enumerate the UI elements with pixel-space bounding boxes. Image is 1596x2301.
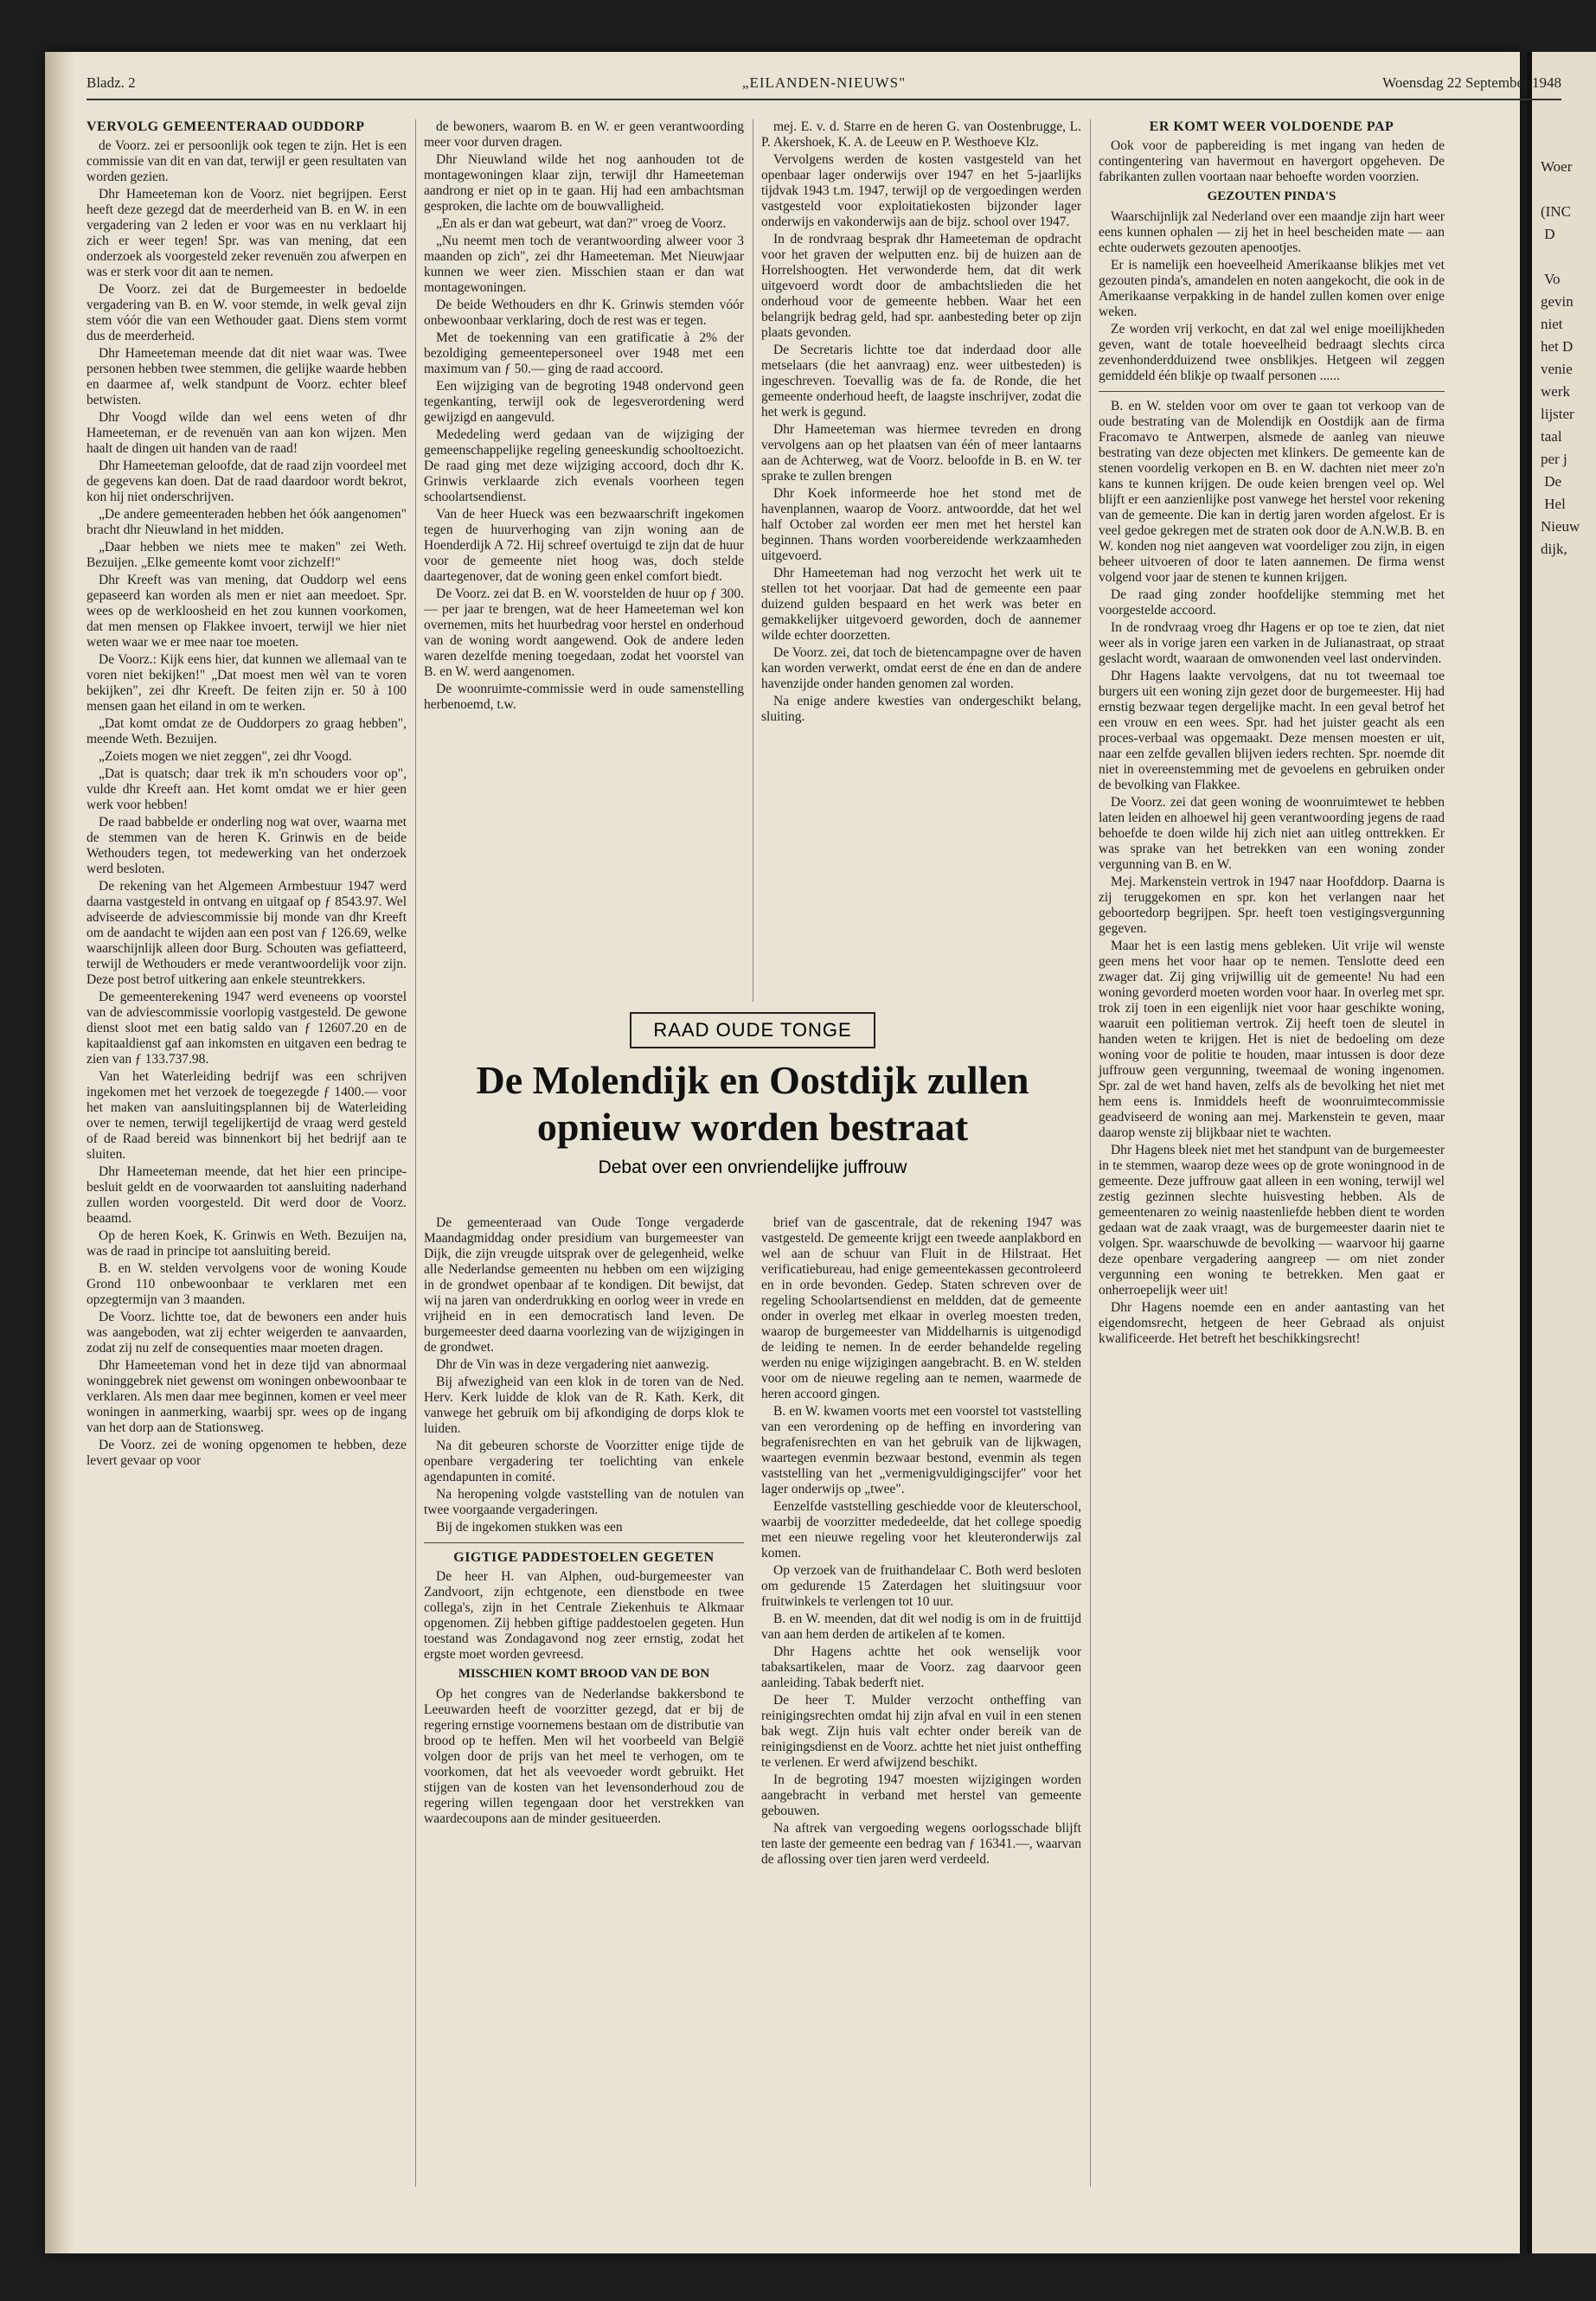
- paragraph: In de begroting 1947 moesten wijzigingen worden aangebracht in verband met herstel van gemeente gebouwen.: [761, 1772, 1081, 1818]
- section-label-box: RAAD OUDE TONGE: [630, 1012, 875, 1048]
- paragraph: De Voorz. zei dat geen woning de woonruimtewet te hebben laten leiden en alhoewel hij geen verantwoording jegens de raad behoefde te doen wilde hij zich niet aan uitleg onttrekken. Er was sprake van het betrekken van een woning zonder vergunning van B. en W.: [1099, 795, 1445, 872]
- paragraph: de Voorz. zei er persoonlijk ook tegen te zijn. Het is een commissie van dit en van dat, terwijl er geen resultaten van worden gezien.: [87, 138, 407, 184]
- column-divider: [1090, 119, 1091, 2187]
- paragraph: De Voorz. lichtte toe, dat de bewoners een ander huis was aangeboden, wat zij echter weigerden te aanvaarden, zodat zij nu zelf de consequenties maar moeten dragen.: [87, 1310, 407, 1356]
- paragraph: „Zoiets mogen we niet zeggen", zei dhr Voogd.: [99, 749, 352, 764]
- article-column-2: [424, 119, 744, 715]
- paragraph: Na aftrek van vergoeding wegens oorlogsschade blijft ten laste der gemeente een bedrag van ƒ 16341.—, waarvan de aflossing over tien jaren werd verdeeld.: [761, 1821, 1081, 1867]
- paragraph: de bewoners, waarom B. en W. er geen verantwoording meer voor durven dragen.: [424, 119, 744, 150]
- paragraph: De heer H. van Alphen, oud-burgemeester van Zandvoort, zijn echtgenote, een dienstbode en twee collega's, zijn in het Centrale Ziekenhuis te Alkmaar opgenomen. Zij hebben giftige paddestoelen gegeten. Hun toestand was Zondagavond nog zeer ernstig, zodat het ergste moet worden gevreesd.: [424, 1569, 744, 1662]
- paragraph: De Voorz. zei dat B. en W. voorstelden de huur op ƒ 300.— per jaar te brengen, wat de heer Hameeteman wel kon overnemen, mits het huurbedrag voor herstel en onderhoud van de woning wordt aangewend. Ook de andere leden waren dezelfde mening toegedaan, zodat het voorstel van B. en W. werd aangenomen.: [424, 586, 744, 679]
- article-column-1: [87, 119, 407, 1471]
- paragraph: mej. E. v. d. Starre en de heren G. van Oostenbrugge, L. P. Akershoek, K. A. de Leeuw en P. Westhoeve Klz.: [761, 119, 1081, 150]
- paddestoelen-heading: GIGTIGE PADDESTOELEN GEGETEN: [453, 1550, 715, 1565]
- paragraph: Dhr de Vin was in deze vergadering niet aanwezig.: [436, 1357, 709, 1372]
- adjacent-page-text: Woer (INC D Vo gevin niet het D venie werk lijster taal per j De Hel Nieuw dijk,: [1541, 158, 1580, 557]
- column-3-body: [761, 119, 1081, 725]
- paragraph: De Voorz. zei de woning opgenomen te hebben, deze levert gevaar op voor: [87, 1438, 407, 1468]
- pap-body: [1099, 138, 1445, 185]
- paragraph: Dhr Kreeft was van mening, dat Ouddorp wel eens gepaseerd kan worden als men er niet aan meedoet. Spr. wees op de werkloosheid en het zou kunnen voorkomen, dat men mensen op Flakkee invoert, terwijl we hier niet weten waar we er mee naar toe moeten.: [87, 573, 407, 650]
- paragraph: De beide Wethouders en dhr K. Grinwis stemden vóór onbewoonbaar verklaring, doch de rest was er tegen.: [424, 298, 744, 328]
- paragraph: Maar het is een lastig mens gebleken. Uit vrije wil wenste geen mens het voor haar op te nemen. Tenslotte deed een zwager dat. Zij ging vrijwillig uit de gemeente! Nu had een woning gevorderd moeten worden voor haar. In overleg met spr. trok zij toen in een eigenlijk niet voor haar geschikte woning, waaruit een politieman vertrok. Zij heeft toen de sleutel in handen weten te krijgen. Het is niet de bedoeling om deze woning voor de politie te houden, maar intussen is door deze juffrouw geen vergunning, tweemaal de woning ingenomen. Spr. zal de wet hand haven, zelfs als de bevolking het niet met hem eens is. Inmiddels heeft de woonruimtecommissie geadviseerd de woning aan mej. Markenstein te geven, maar daarop wenste zij blijkbaar niet te wachten.: [1099, 939, 1445, 1140]
- paragraph: De woonruimte-commissie werd in oude samenstelling herbenoemd, t.w.: [424, 682, 744, 712]
- paragraph: Na dit gebeuren schorste de Voorzitter enige tijde de openbare vergadering ter toelichting van enkele agendapunten in comité.: [424, 1439, 744, 1484]
- column-1-body: [87, 138, 407, 1469]
- paragraph: Waarschijnlijk zal Nederland over een maandje zijn hart weer eens kunnen ophalen — zij het in heel bescheiden mate — aan echte ouderwets gezouten apenootjes.: [1099, 209, 1445, 255]
- section-rule: [1099, 391, 1445, 392]
- newspaper-title: „EILANDEN-NIEUWS": [741, 74, 907, 91]
- paragraph: Mej. Markenstein vertrok in 1947 naar Hoofddorp. Daarna is zij teruggekomen en spr. kon het verlangen naar het geboortedorp begrijpen. Spr. heeft toen vestigingsvergunning gegeven.: [1099, 875, 1445, 936]
- paragraph: Dhr Hagens bleek niet met het standpunt van de burgemeester in te stemmen, waarop deze wees op de grote woningnood in de gemeente. Deze juffrouw gaat alleen in een woning, terwijl wel zestig gezinnen slechte huisvesting hebben. Als de gemeentenaren zo weinig naastenliefde hebben dient te worden gedaan wat de zaak vraagt, was de burgemeester daarin niet te volgen. Spr. waarschuwde de bevolking — waarvoor hij gaarne deze openbare vergadering aangreep — om niet zonder vergunning een woning te betrekken. Men gaat er onherroepelijk weer uit!: [1099, 1143, 1445, 1298]
- brood-body: [424, 1687, 744, 1827]
- paragraph: „En als er dan wat gebeurt, wat dan?" vroeg de Voorz.: [436, 216, 727, 231]
- paragraph: „Dat komt omdat ze de Ouddorpers zo graag hebben", meende Weth. Bezuijen.: [87, 716, 407, 747]
- headline-line-1: De Molendijk en Oostdijk zullen: [476, 1058, 1029, 1102]
- paragraph: Dhr Hameeteman meende, dat het hier een principe-besluit geldt en de voorwaarden tot aansluiting naderhand zullen worden voorgesteld. Dit werd door de Voorz. beaamd.: [87, 1164, 407, 1226]
- article-column-3: [761, 119, 1081, 727]
- paragraph: De Voorz. zei dat de Burgemeester in bedoelde vergadering van B. en W. voor stemde, in welk geval zijn stem vóór die van een Wethouder gaat. Diens stem vormt dus de meerderheid.: [87, 282, 407, 343]
- article-column-4: [1099, 119, 1445, 1349]
- pinda-body: [1099, 209, 1445, 384]
- paragraph: De Voorz.: Kijk eens hier, dat kunnen we allemaal van te voren niet bekijken!" „Dat moest men wèl van te voren bekijken", zei dhr Kreeft. De feiten zijn er. 50 à 100 mensen gaan het eiland in om te werken.: [87, 652, 407, 714]
- paragraph: De gemeenterekening 1947 werd eveneens op voorstel van de adviescommissie voorlopig vastgesteld. De gewone dienst sloot met een batig saldo van ƒ 12607.20 en de kapitaaldienst gaf aan inkomsten en uitgaven een bedrag te zien van ƒ 133.737.98.: [87, 990, 407, 1067]
- paragraph: Dhr Hagens laakte vervolgens, dat nu tot tweemaal toe burgers uit een woning zijn gezet door de burgemeester. Hij had ernstig bezwaar tegen dergelijke macht. In een geval betrof het een vrouw en een wees. Spr. had het juister geacht als een proces-verbaal was opgemaakt. Deze mensen moesten er uit, naar een zelfde gevallen blijven ieders rechten. Spr. noemde dit niet in overeenstemming met de gevoelens en gebruiken onder de bevolking van Flakkee.: [1099, 669, 1445, 792]
- paragraph: „Dat is quatsch; daar trek ik m'n schouders voor op", vulde dhr Kreeft aan. Het komt omdat we er hier geen werk voor hebben!: [87, 766, 407, 812]
- paragraph: Dhr Hameeteman had nog verzocht het werk uit te stellen tot het voorjaar. Dat had de gemeente een paar duizend gulden bespaard en het werk was beter en gemakkelijker uitgevoerd geworden, doch de aannemer wilde echter doorzetten.: [761, 566, 1081, 643]
- paragraph: Ze worden vrij verkocht, en dat zal wel enige moeilijkheden geven, want de totale hoeveelheid bedraagt slechts circa zevenhonderdduizend twee onsblikjes. Hetgeen wil zeggen gemiddeld één blikje op twaalf personen ......: [1099, 322, 1445, 383]
- page-number: Bladz. 2: [87, 74, 136, 91]
- paragraph: In de rondvraag vroeg dhr Hagens er op toe te zien, dat niet weer als in vorige jaren een varken in de Julianastraat, op straat geslacht wordt, waaraan de omwonenden veel last ondervinden.: [1099, 620, 1445, 666]
- paragraph: Dhr Voogd wilde dan wel eens weten of dhr Hameeteman, er de revenuën van aan kon wijzen. Men haalt de dingen uit handen van de raad!: [87, 410, 407, 456]
- paragraph: De Voorz. zei, dat toch de bietencampagne over de haven kan worden verwerkt, omdat eerst de éne en dan de andere havenzijde onder handen genomen zal worden.: [761, 645, 1081, 691]
- paragraph: B. en W. kwamen voorts met een voorstel tot vaststelling van een verordening op de heffing en invordering van begrafenisrechten en van het gebruik van de lijkwagen, waartegen evenmin bezwaar bestond, evenmin als tegen vaststelling van het „vermenigvuldigingscijfer" voor het lager onderwijs op „twee".: [761, 1404, 1081, 1497]
- headline-subtitle: Debat over een onvriendelijke juffrouw: [598, 1157, 907, 1177]
- paragraph: Met de toekenning van een gratificatie à 2% der bezoldiging gemeentepersoneel over 1948 met een maximum van ƒ 50.— ging de raad accoord.: [424, 330, 744, 376]
- paragraph: Dhr Hameeteman vond het in deze tijd van abnormaal woninggebrek niet gewenst om woningen onbewoonbaar te verklaren. Als men daar mee beginnen, komen er veel meer woningen in aanmerking, waarbij spr. wees op de ingang van het dorp aan de Stationsweg.: [87, 1358, 407, 1435]
- paragraph: Na heropening volgde vaststelling van de notulen van twee voorgaande vergaderingen.: [424, 1487, 744, 1517]
- paragraph: Bij de ingekomen stukken was een: [436, 1520, 623, 1535]
- paragraph: Een wijziging van de begroting 1948 ondervond geen tegenkanting, terwijl ook de legesverordening werd gewijzigd en aangevuld.: [424, 379, 744, 425]
- issue-date: Woensdag 22 September 1948: [1382, 74, 1561, 91]
- feature-left-paras: [424, 1215, 744, 1535]
- paragraph: De gemeenteraad van Oude Tonge vergaderde Maandagmiddag onder presidium van burgemeester van Dijk, die zijn vreugde uitsprak over de gelegenheid, welke alle Nederlandse gemeenten nu hebben om een wijziging in de grondwet openbaar af te kondigen. Dit bewijst, dat wij na jaren van onderdrukking en oorlog weer in vrede en vrijheid en in een democratisch land leven. De burgemeester deed daarna voorlezing van de wijzigingen in de grondwet.: [424, 1215, 744, 1355]
- page-header: [87, 74, 1561, 97]
- paragraph: De Secretaris lichtte toe dat inderdaad door alle metselaars (die het aanvraag) enz. weer uitbesteden) is ingeschreven. Toevallig was de fa. de Ronde, die het gemeente onderhoud heeft, de laagste inschrijver, zodat die het werk is gegund.: [761, 343, 1081, 420]
- paragraph: Dhr Hameeteman kon de Voorz. niet begrijpen. Eerst heeft deze gezegd dat de meerderheid van B. en W. in een vergadering van 2 leden er voor was en nu verklaart hij zich er weer tegen! Spr. was van mening, dat een onderzoek als voorgesteld zeker revenuën zou afwerpen en was er sterk voor dit aan te nemen.: [87, 187, 407, 279]
- paragraph: Van de heer Hueck was een bezwaarschrift ingekomen tegen de huurverhoging van zijn woning aan de Hoenderdijk A 72. Hij schreef overtuigd te zijn dat de huur voor de gemeente niet hoog was, doch stelde daartegenover, dat de woning geen enkel comfort biedt.: [424, 507, 744, 584]
- section-rule: [424, 1542, 744, 1543]
- paragraph: B. en W. meenden, dat dit wel nodig is om in de fruittijd van aan hem derden de artikelen af te komen.: [761, 1612, 1081, 1642]
- paragraph: B. en W. stelden voor om over te gaan tot verkoop van de oude bestrating van de Molendijk en Oostdijk aan de firma Fracomavo te Antwerpen, alsmede de aanleg van nieuwe bestrating van deze objecten met klinkers. De gemeente kan de stenen voordelig verkopen en B. en W. dachten niet meer zo'n kans te kunnen krijgen. De oude keien brengen veel op. Wel blijft er een aanzienlijke post vanwege het herstel voor rekening van de gemeente. Die kan in dertig jaren worden afgelost. Er is veel gedoe gekregen met de straten ook door de A.N.W.B. B. en W. konden nog niet aangeven wat voordeliger zou zijn, in eigen beheer uitvoeren of door te laten aannemen. De firma wenst volgend voor jaar de stenen te kunnen krijgen.: [1099, 399, 1445, 585]
- column-2-body: [424, 119, 744, 713]
- paragraph: Dhr Hagens noemde een en ander aantasting van het eigendomsrecht, hetgeen de heer Gebraad als onjuist kwalificeerde. Het betreft het beschikkingsrecht!: [1099, 1300, 1445, 1346]
- feature-right-lower-paras: [761, 1563, 1081, 1868]
- brood-heading: MISSCHIEN KOMT BROOD VAN DE BON: [458, 1667, 710, 1681]
- feature-body-right: [761, 1215, 1081, 1869]
- paragraph: Vervolgens werden de kosten vastgesteld van het openbaar lager onderwijs over 1947 en het 5-jaarlijks tijdvak 1943 t.m. 1947, terwijl op de vergoedingen werden vastgesteld voor exploitatiekosten bijzonder lager onderwijs en vakonderwijs aan de bijz. school over 1947.: [761, 152, 1081, 229]
- paragraph: Er is namelijk een hoeveelheid Amerikaanse blikjes met vet gezouten pinda's, amandelen en noten aangekocht, die ook in de Amerikaanse verpakking in de handel zullen komen over enige weken.: [1099, 258, 1445, 319]
- paragraph: In de rondvraag besprak dhr Hameeteman de opdracht voor het graven der welputten enz. bij de huizen aan de Horrelshoogten. Het verwonderde hem, dat dit werk uitgevoerd wordt door de ambachtslieden die het onderhoud voor de gemeente hebben. Waar het een belangrijk bedrag geld, had spr. aanbesteding beter op zijn plaats gevonden.: [761, 232, 1081, 340]
- paragraph: Van het Waterleiding bedrijf was een schrijven ingekomen met het verzoek de toegezegde ƒ 1400.— voor het maken van aansluitingsplannen bij de Waterleiding over te nemen, terwijl tegelijkertijd de vraag werd gesteld of de Raad bereid was binnenkort bij het bedrijf aan te sluiten.: [87, 1069, 407, 1162]
- paragraph: Op het congres van de Nederlandse bakkersbond te Leeuwarden heeft de voorzitter gezegd, dat er bij de regering ernstige voornemens bestaan om de distributie van brood op te heffen. Men wil het voorbeeld van België volgen door de prijs van het meel te verhogen, om te voorkomen, dat het als veevoeder wordt gebruikt. Het stijgen van de kosten van het levensonderhoud zou de regering willen tegengaan door het verstrekken van waardecoupons aan de minder gesitueerden.: [424, 1687, 744, 1826]
- paragraph: Ook voor de papbereiding is met ingang van heden de contingentering van havermout en havergort opgeheven. De fabrikanten zullen voortaan naar behoefte worden voorzien.: [1099, 138, 1445, 184]
- paragraph: „De andere gemeenteraden hebben het óók aangenomen" bracht dhr Nieuwland in het midden.: [87, 507, 407, 537]
- pinda-heading: GEZOUTEN PINDA'S: [1207, 189, 1336, 203]
- paragraph: Mededeling werd gedaan van de wijziging der gemeenschappelijke regeling geneeskundig schooltoezicht. De raad ging met deze wijziging accoord, doch dhr K. Grinwis verklaarde zich evenals voorheen tegen schoolartsendienst.: [424, 427, 744, 504]
- paragraph: De raad ging zonder hoofdelijke stemming met het voorgestelde accoord.: [1099, 587, 1445, 618]
- feature-article: [424, 1012, 1081, 1178]
- paragraph: Op de heren Koek, K. Grinwis en Weth. Bezuijen na, was de raad in principe tot aansluiting bereid.: [87, 1228, 407, 1259]
- paragraph: De heer T. Mulder verzocht ontheffing van reinigingsrechten omdat hij zijn afval en vuil in een stenen bak wegt. Zijn huis valt echter onder bereik van de reinigingsdienst en de Voorz. achtte het niet juist ontheffing te verlenen. Er werd afwijzend beschikt.: [761, 1693, 1081, 1770]
- paragraph: Dhr Nieuwland wilde het nog aanhouden tot de montagewoningen klaar zijn, terwijl dhr Hameeteman aandrong er niet op in te gaan. Hij had een ambachtsman gesproken, die lachte om de bouwvalligheid.: [424, 152, 744, 214]
- feature-body-left: [424, 1215, 744, 1829]
- paragraph: „Daar hebben we niets mee te maken" zei Weth. Bezuijen. „Elke gemeente komt voor zichzelf!": [87, 540, 407, 570]
- paragraph: De raad babbelde er onderling nog wat over, waarna met de stemmen van de heren K. Grinwis en de beide Wethouders tegen, tot medewerking van het onderzoek werd besloten.: [87, 815, 407, 876]
- oude-tonge-continued: [1099, 399, 1445, 1347]
- header-rule: [87, 99, 1561, 100]
- paragraph: Dhr Koek informeerde hoe het stond met de havenplannen, waarop de Voorz. antwoordde, dat het wel half October zal worden eer men met het herstel kan beginnen. Thans worden voorbereidende werkzaamheden uitgevoerd.: [761, 486, 1081, 563]
- paragraph: „Nu neemt men toch de verantwoording alweer voor 3 maanden op zich", zei dhr Hameeteman. Met Nieuwjaar kunnen we weer zien. Misschien staan er dan wat montagewoningen.: [424, 234, 744, 295]
- feature-right-paras: [761, 1215, 1081, 1561]
- paddestoelen-body: [424, 1569, 744, 1663]
- paragraph: Op verzoek van de fruithandelaar C. Both werd besloten om gedurende 15 Zaterdagen het sluitingsuur voor fruitwinkels te verlengen tot 10 uur.: [761, 1563, 1081, 1609]
- article-heading: VERVOLG GEMEENTERAAD OUDDORP: [87, 119, 365, 134]
- paragraph: Dhr Hagens achtte het ook wenselijk voor tabaksartikelen, maar de Voorz. zag daarvoor geen aanleiding. Tabak bederft niet.: [761, 1644, 1081, 1690]
- page-binding: [45, 52, 74, 2253]
- pap-heading: ER KOMT WEER VOLDOENDE PAP: [1149, 119, 1394, 134]
- paragraph: Dhr Hameeteman was hiermee tevreden en drong vervolgens aan op het plaatsen van één of meer lantaarns aan de Achterweg, wat de Voorz. beloofde in B. en W. ter sprake te zullen brengen: [761, 422, 1081, 484]
- adjacent-page-edge: [1527, 52, 1596, 2253]
- paragraph: B. en W. stelden vervolgens voor de woning Koude Grond 110 onbewoonbaar te verklaren met een opzegtermijn van 3 maanden.: [87, 1261, 407, 1307]
- paragraph: Bij afwezigheid van een klok in de toren van de Ned. Herv. Kerk luidde de klok van de R. Kath. Kerk, dit vanwege het gebruik om bij afkondiging de dorps klok te luiden.: [424, 1375, 744, 1436]
- headline-line-2: opnieuw worden bestraat: [536, 1105, 969, 1149]
- paragraph: Dhr Hameeteman geloofde, dat de raad zijn voordeel met de gegevens kan doen. Dat de raad daardoor wordt bekrot, kon hij niet onderschrijven.: [87, 458, 407, 504]
- paragraph: Na enige andere kwesties van ondergeschikt belang, sluiting.: [761, 694, 1081, 724]
- paragraph: De rekening van het Algemeen Armbestuur 1947 werd daarna vastgesteld in ontvang en uitgaaf op ƒ 8543.97. Wel adviseerde de adviescommissie bij monde van dhr Kreeft om de aandacht te wijden aan een post van ƒ 126.69, welke waarschijnlijk alleen door Burg. Schouten was gefiatteerd, terwijl de Wethouders er mede verantwoordelijk voor zijn. Deze post betrof uitkering aan enkele steuntrekkers.: [87, 879, 407, 987]
- paragraph: Eenzelfde vaststelling geschiedde voor de kleuterschool, waarbij de voorzitter mededeelde, dat het college spoedig met een nieuwe regeling voor het kleuteronderwijs zal komen.: [761, 1499, 1081, 1561]
- column-divider: [415, 119, 416, 2187]
- paragraph: brief van de gascentrale, dat de rekening 1947 was vastgesteld. De gemeente krijgt een tweede aanplakbord en wel aan de schuur van Fluit in de Hilstraat. Het verificatiebureau, had enige gemeentekassen gecontroleerd en in orde bevonden. Gedep. Staten schreven over de regeling Schoolartsendienst en meldden, dat de gemeente onder in overleg met elkaar in overleg moesten treden, waarop de burgemeester van Middelharnis is uitgenodigd de leiding te nemen. In de eerder behandelde regeling werden nu enige wijzigingen aangebracht. B. en W. stelden voor om de nieuwe regeling aan te nemen, waarmede de heren accoord gingen.: [761, 1215, 1081, 1401]
- paragraph: Dhr Hameeteman meende dat dit niet waar was. Twee personen hebben twee stemmen, die gelijke waarde hebben en daarmee af, welk standpunt de Voorz. echter bleef betwisten.: [87, 346, 407, 407]
